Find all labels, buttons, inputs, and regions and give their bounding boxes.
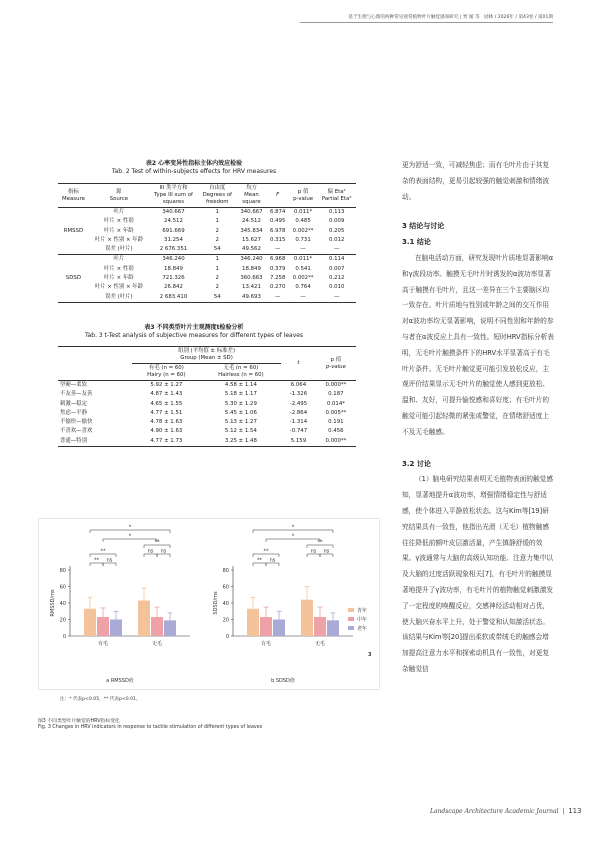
t3-cell: 5.45 ± 1.06 (224, 409, 257, 416)
table-row (58, 274, 356, 283)
t3-cell: -2.864 (289, 409, 308, 416)
t3-group-header (132, 347, 281, 364)
running-header (300, 14, 553, 20)
t3-cell: 不喜欢—喜欢 (60, 428, 93, 435)
t3-hairless-header-en: Hairless (n = 60) (218, 372, 264, 378)
t2-col-header (289, 184, 317, 208)
t2-cell: 叶片 × 性别 (104, 265, 134, 272)
t3-cell: 4.90 ± 1.63 (150, 428, 183, 435)
t3-cell: 5.18 ± 1.17 (224, 391, 257, 398)
t2-col-header (198, 184, 236, 208)
t2-cell: 叶片 (89, 255, 149, 265)
t3-cell: 不友善—友善 (60, 391, 93, 398)
table-row (58, 265, 356, 274)
y-tick-label: 0 (62, 633, 66, 640)
t2-col-header-line: Type III sum of (153, 192, 193, 198)
t3-p-header (316, 347, 356, 381)
t2-cell: — (317, 293, 356, 303)
t2-cell: 1 (198, 255, 236, 265)
significance-label: * (128, 533, 132, 540)
t2-cell: 叶片 × 年龄 (104, 227, 134, 234)
figure3-note: 注：* 代表p<0.05，** 代表p<0.01。 (60, 697, 141, 702)
page-number: 113 (568, 807, 582, 815)
t2-col-header-line: p 值 (297, 188, 309, 195)
section32-paragraph: （1）脑电研究结果表明无毛植物表面的触觉感知，显著地提升α波功率，增强情绪稳定性与舒适感，使个体进入平静放松状态。这与Kim等[19]研究结果具有一致性，他指出光滑（无毛）植物触感往往降低前额叶皮层激活量，产生镇静舒缓的效果。γ波通常与大脑的高级认知功能、注意力集中以及大脑的过度活跃现象相关[7]，有毛叶片的触摸显著地提升了γ波功率，有毛叶片的植物触觉刺激激发了一定程度的唤醒反应，交感神经活动相对占优，使大脑兴奋水平上升，处于警觉和认知激活状态。该结果与Kim等[20]提出柔软或带绒毛的触感会增加提高注意力水平和探索动机具有一致性，对更复杂触觉信 (402, 475, 554, 673)
t2-cell: 345.834 (240, 227, 263, 234)
figure3 (38, 518, 380, 690)
y-axis-label: SDSD/ms (213, 591, 219, 615)
t3-cell: 0.005** (325, 409, 347, 416)
t2-cell: 0.205 (328, 227, 345, 234)
t3-cell: 焦虑—平静 (60, 409, 87, 416)
significance-label: ** (263, 548, 269, 555)
t2-cell: 346.240 (149, 255, 198, 265)
t3-cell: 0.014* (326, 400, 345, 407)
t2-col-header-line: 偏 Eta² (327, 188, 346, 195)
significance-label: ns (310, 548, 317, 555)
t3-hairless-header (201, 364, 281, 381)
significance-label: ** (257, 557, 262, 564)
t2-cell: 2 683.410 (149, 293, 198, 303)
t2-cell: 13.421 (242, 284, 261, 291)
intro-paragraph: 更为舒适一致，可减轻焦虑；而有毛叶片由于其复杂的表面结构，更易引起较强的触觉刺激和情绪波动。 (402, 161, 550, 201)
t2-col-header (149, 184, 198, 208)
t2-cell: 0.485 (295, 218, 311, 225)
t2-col-header (89, 184, 149, 208)
table-row (58, 217, 356, 226)
t3-cell: 4.87 ± 1.43 (150, 391, 183, 398)
t2-cell: 18.849 (164, 265, 183, 272)
header-rule (300, 22, 553, 23)
t3-cell: 4.78 ± 1.63 (150, 419, 183, 426)
t2-cell: 0.010 (328, 284, 345, 291)
t2-col-header-line: III 类平方和 (159, 185, 188, 191)
table-row (58, 427, 356, 436)
t2-cell: 误差 (叶片) (105, 246, 133, 253)
section32-heading: 3.2 讨论 (402, 459, 431, 468)
t2-cell: 0.114 (317, 255, 356, 265)
t2-cell: 叶片 × 年龄 (104, 275, 134, 282)
t2-cell: 6.874 (267, 208, 289, 218)
t2-cell: 24.512 (242, 218, 261, 225)
legend-label: 中年 (357, 617, 368, 623)
t2-cell: — (289, 293, 317, 303)
significance-label: * (291, 533, 295, 540)
t2-cell: 31.254 (164, 236, 183, 243)
table-row (58, 208, 356, 218)
t2-cell: 0.315 (269, 236, 286, 243)
t2-cell: 18.849 (242, 265, 261, 272)
t2-col-header-line: p-value (293, 195, 314, 202)
t2-cell: 2 (215, 236, 219, 243)
table-row (58, 255, 356, 265)
t2-col-header-line: 源 (116, 188, 122, 195)
x-tick-label: 有毛 (97, 641, 109, 647)
table-row (58, 283, 356, 292)
t2-cell: — (300, 246, 306, 253)
t2-cell: 叶片 × 性别 × 年龄 (94, 284, 143, 291)
t2-cell: 0.002** (292, 275, 314, 282)
y-tick-label: 0 (225, 633, 229, 640)
t2-cell: 7.258 (269, 275, 286, 282)
t2-cell: 0.012 (328, 236, 345, 243)
table-row (58, 409, 356, 418)
figure3-caption-cn: 图3 不同类型叶片触觉的HRV指标变化 (38, 719, 120, 724)
legend-label: 青年 (357, 608, 368, 614)
t2-cell: 1 (198, 208, 236, 218)
panel-label: b SDSD值 (271, 678, 295, 684)
t2-cell: 1 (215, 218, 219, 225)
page-footer: Landscape Architecture Academic Journal | 113 (430, 807, 582, 815)
t3-hairy-header (132, 364, 201, 381)
t2-cell: 360.663 (240, 275, 263, 282)
t2-cell: 0.009 (328, 218, 345, 225)
x-tick-label: 无毛 (314, 641, 326, 647)
t3-blank-header (58, 347, 132, 381)
t3-cell: 5.12 ± 1.54 (224, 428, 257, 435)
t3-cell: 0.187 (328, 391, 344, 398)
t2-cell: 0.011* (289, 255, 317, 265)
legend-swatch (348, 608, 354, 612)
legend-swatch (348, 617, 354, 621)
table2-caption (38, 160, 350, 176)
table2-title-cn: 表2 心率变异性指标主体内效应检验 (145, 160, 243, 167)
table3-title-cn: 表3 不同类型叶片主观测度t检验分析 (144, 324, 244, 331)
table-row (58, 381, 356, 391)
t3-cell: 4.65 ± 1.55 (150, 400, 183, 407)
legend-swatch (348, 626, 354, 630)
t2-cell: 0.002** (292, 227, 314, 234)
t2-cell: 叶片 × 性别 (104, 218, 134, 225)
t3-cell: -0.747 (289, 428, 308, 435)
t2-col-header-line: freedom (205, 199, 229, 205)
x-tick-label: 有毛 (260, 641, 272, 647)
t3-cell: 5.92 ± 1.27 (132, 381, 201, 391)
t3-cell: -1.326 (289, 391, 308, 398)
t3-group-header-en: Group (Mean ± SD) (180, 355, 233, 361)
y-tick-label: 20 (222, 617, 229, 624)
figure-corner-number: 3 (368, 652, 372, 658)
t2-cell: 340.667 (149, 208, 198, 218)
t3-cell: 5.159 (281, 437, 316, 447)
y-axis-label: RMSSD/ms (50, 589, 56, 617)
table3-title-en: Tab. 3 t-Test analysis of subjective measures for different types of leaves (84, 332, 304, 339)
t3-cell: 普通—特别 (58, 437, 132, 447)
section3-heading: 3 结论与讨论 (402, 222, 445, 231)
figure3-caption-en: Fig. 3 Changes in HRV indicators in response to tactile stimulation of different types of leaves (38, 725, 263, 730)
t2-cell: 叶片 (89, 208, 149, 218)
t2-cell: 2 (215, 227, 219, 234)
t2-cell: 0.007 (328, 265, 345, 272)
t3-p-header-en: p-value (325, 363, 346, 370)
t2-cell: 0.212 (328, 275, 345, 282)
section31-paragraph: 在脑电活动方面，研究发现叶片质地显著影响α和γ波段功率。触摸无毛叶片时诱发的α波功率显著高于触摸有毛叶片，且这一差异在三个主要脑区均一致存在。叶片质地与性别或年龄之间的交互作用对α波功率均无显著影响，说明不同性别和年龄的参与者在α波反应上具有一致性。短时HRV指标分析表明，无毛叶片触摸条件下的HRV水平显著高于有毛叶片条件。无毛叶片触觉更可能引发放松反应，主观评价结果显示无毛叶片的触觉使人感到更放松、温和、友好，可提升愉悦感和喜好度；有毛叶片的触觉可能引起轻微的紧张或警觉，在情绪舒适度上不及无毛触感。 (402, 253, 555, 436)
t2-cell: 54 (198, 293, 236, 303)
t2-col-header-line: square (242, 199, 261, 205)
t3-cell: 坚硬—柔软 (58, 381, 132, 391)
t2-measure-cell: RMSSD (58, 208, 89, 255)
t2-cell: — (333, 246, 340, 253)
t3-cell: 不愉快—愉快 (60, 419, 93, 426)
t2-col-header-line: 指标 (68, 188, 79, 195)
t2-cell: 0.541 (295, 265, 311, 272)
table-row (58, 245, 356, 255)
t2-cell: 691.669 (162, 227, 185, 234)
t3-cell: -2.495 (289, 400, 308, 407)
t2-cell: 2 (215, 275, 219, 282)
significance-label: ** (94, 557, 99, 564)
t2-cell: 0.495 (269, 218, 286, 225)
t3-cell: 0.456 (328, 428, 344, 435)
significance-label: ns (160, 548, 167, 555)
t3-cell: 4.77 ± 1.73 (132, 437, 201, 447)
t2-cell: 1 (215, 265, 219, 272)
t2-col-header-line: Degrees of (202, 192, 232, 198)
significance-label: ** (317, 539, 323, 546)
table-row (58, 418, 356, 427)
t3-cell: 5.13 ± 1.27 (224, 419, 257, 426)
journal-name: Landscape Architecture Academic Journal (430, 808, 559, 815)
table3 (58, 346, 356, 447)
t2-cell: 0.011* (289, 208, 317, 218)
legend-label: 老年 (357, 626, 368, 632)
t2-cell: 49.693 (236, 293, 266, 303)
significance-label: * (128, 524, 132, 531)
t3-cell: 3.25 ± 1.48 (201, 437, 281, 447)
t2-col-header-line: Measure (61, 195, 85, 202)
table-row (58, 390, 356, 399)
t2-col-header-line: 自由度 (209, 185, 226, 191)
t2-cell: 721.326 (162, 275, 185, 282)
t2-cell: 346.240 (236, 255, 266, 265)
table-row (58, 227, 356, 236)
table2-title-en: Tab. 2 Test of within-subjects effects for HRV measures (111, 168, 277, 175)
table-row (58, 400, 356, 409)
y-tick-label: 60 (59, 584, 66, 591)
t2-cell: 26.842 (164, 284, 183, 291)
t3-cell: 4.58 ± 1.14 (201, 381, 281, 391)
t2-col-header-line: squares (162, 199, 185, 205)
t2-cell: 叶片 × 性别 × 年龄 (94, 236, 143, 243)
t3-cell: -1.314 (289, 419, 308, 426)
significance-label: ns (106, 557, 113, 564)
t3-cell: 5.30 ± 1.29 (224, 400, 257, 407)
panel-label: a RMSSD值 (106, 678, 134, 684)
table-row (58, 437, 356, 447)
significance-label: ns (269, 557, 276, 564)
y-tick-label: 60 (222, 584, 229, 591)
t3-t-header: t (281, 347, 316, 381)
t3-group-header-cn: 组别 (平均值 ± 标准差) (178, 348, 236, 354)
table2 (58, 183, 356, 303)
significance-label: * (291, 524, 295, 531)
t2-measure-cell: SDSD (58, 255, 89, 302)
t2-col-header-line: Partial Eta² (321, 195, 352, 202)
table3-caption (38, 324, 350, 340)
t3-hairy-header-en: Hairy (n = 60) (147, 372, 186, 378)
t3-p-header-cn: p 值 (330, 356, 342, 363)
t3-cell: 刺激—稳定 (60, 400, 87, 407)
t2-cell: 0.379 (269, 265, 286, 272)
table-row (58, 293, 356, 303)
t3-cell: 6.064 (281, 381, 316, 391)
significance-label: ** (100, 548, 106, 555)
t2-cell: — (267, 293, 289, 303)
t2-cell: 54 (213, 246, 221, 253)
section31-heading: 3.1 结论 (402, 238, 431, 247)
y-tick-label: 40 (222, 600, 229, 607)
significance-label: ** (154, 539, 160, 546)
t2-cell: — (275, 246, 281, 253)
t3-hairy-header-cn: 有毛 (n = 60) (148, 365, 184, 371)
t2-col-header-line: Mean (244, 192, 259, 198)
t2-cell: 6.978 (269, 227, 286, 234)
t2-cell: 0.270 (269, 284, 286, 291)
y-tick-label: 20 (59, 617, 66, 624)
t2-cell: 0.731 (295, 236, 311, 243)
t2-col-header-line: F (276, 192, 280, 198)
t2-cell: 24.512 (164, 218, 183, 225)
right-column (402, 158, 555, 678)
t3-hairless-header-cn: 无毛 (n = 60) (223, 365, 259, 371)
t2-cell: 49.562 (242, 246, 261, 253)
t3-cell: 0.191 (328, 419, 344, 426)
x-tick-label: 无毛 (151, 641, 163, 647)
y-tick-label: 80 (59, 567, 66, 574)
t2-col-header (236, 184, 266, 208)
t2-cell: 2 (215, 284, 219, 291)
y-tick-label: 80 (222, 567, 229, 574)
t2-col-header (267, 184, 289, 208)
t2-cell: 15.627 (242, 236, 261, 243)
significance-label: ns (147, 548, 154, 555)
issue-info: 园林 / 2026年 / 第43卷 / 第01期 (484, 15, 553, 20)
t2-col-header-line: Source (109, 195, 129, 202)
t3-cell: 0.000** (316, 381, 356, 391)
t2-col-header-line: 均方 (246, 185, 257, 191)
t3-cell: 0.000** (316, 437, 356, 447)
t2-cell: 6.968 (267, 255, 289, 265)
t2-cell: 340.667 (236, 208, 266, 218)
table-row (58, 236, 356, 245)
t2-cell: 0.764 (295, 284, 311, 291)
t2-col-header (317, 184, 356, 208)
t2-cell: 2 676.351 (159, 246, 188, 253)
t3-cell: 4.77 ± 1.51 (150, 409, 183, 416)
t2-col-header (58, 184, 89, 208)
y-tick-label: 40 (59, 600, 66, 607)
running-title: 基于生理与心理的两种常见观赏植物叶片触觉感知研究 | 贾 媛 等 (348, 15, 480, 20)
figure3-svg (38, 518, 380, 690)
significance-label: ns (323, 548, 330, 555)
t2-cell: 误差 (叶片) (89, 293, 149, 303)
t2-cell: 0.113 (317, 208, 356, 218)
